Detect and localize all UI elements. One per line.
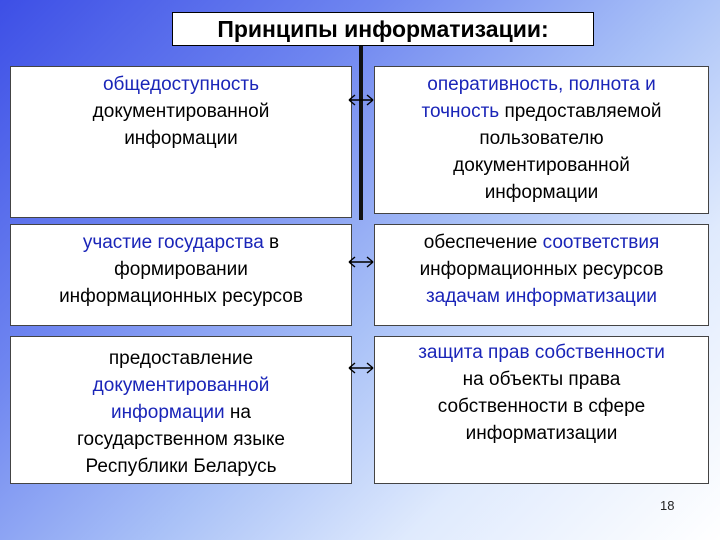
box-text-line — [103, 71, 259, 98]
box-text-line — [427, 71, 655, 98]
plain-text: формировании — [114, 259, 248, 280]
box-text-line — [93, 372, 270, 399]
box-text-line — [438, 393, 645, 420]
plain-text: документированной — [92, 101, 270, 122]
highlighted-text: точность — [421, 101, 500, 122]
box-text-line — [463, 366, 621, 393]
box-text-line — [59, 283, 303, 310]
principle-box-state-participation — [10, 224, 352, 326]
highlighted-text: общедоступность — [102, 74, 260, 95]
box-text-line — [426, 283, 657, 310]
highlighted-text: оперативность, полнота и — [427, 74, 656, 95]
principle-box-accessibility — [10, 66, 352, 218]
box-text-line — [479, 125, 603, 152]
double-arrow-icon — [348, 94, 374, 106]
box-text-line — [86, 453, 277, 480]
double-arrow-icon — [348, 256, 374, 268]
plain-text: Республики Беларусь — [85, 456, 277, 477]
highlighted-text: задачам информатизации — [425, 286, 658, 307]
principle-box-timeliness — [374, 66, 709, 214]
highlighted-text: участие государства — [82, 232, 264, 253]
principle-box-state-language — [10, 336, 352, 484]
plain-text: обеспечение — [423, 232, 543, 253]
principle-box-property-rights — [374, 336, 709, 484]
plain-text: информационных ресурсов — [59, 286, 303, 307]
plain-text: документированной — [453, 155, 630, 176]
plain-text: пользователю — [479, 128, 604, 149]
highlighted-text: информации — [111, 402, 225, 423]
plain-text: предоставляемой — [499, 101, 662, 122]
box-text-line — [111, 399, 251, 426]
double-arrow-icon — [348, 362, 374, 374]
plain-text: информационных ресурсов — [419, 259, 664, 280]
box-text-line — [418, 339, 665, 366]
box-text-line — [124, 125, 238, 152]
plain-text: собственности в сфере — [437, 396, 646, 417]
plain-text: информатизации — [465, 423, 618, 444]
box-text-line — [83, 229, 279, 256]
plain-text: государственном языке — [77, 429, 285, 450]
plain-text: на — [224, 402, 251, 423]
box-text-line — [466, 420, 618, 447]
box-text-line — [421, 98, 661, 125]
box-text-line — [453, 152, 630, 179]
diagram-title: Принципы информатизации: — [172, 12, 594, 46]
box-text-line — [485, 179, 599, 206]
box-text-line — [93, 98, 270, 125]
page-number: 18 — [660, 498, 675, 513]
plain-text: информации — [124, 128, 238, 149]
box-text-line — [114, 256, 248, 283]
highlighted-text: соответствия — [542, 232, 660, 253]
plain-text: на объекты права — [462, 369, 621, 390]
highlighted-text: документированной — [92, 375, 270, 396]
plain-text: информации — [484, 182, 599, 203]
box-text-line — [420, 256, 664, 283]
plain-text: в — [263, 232, 280, 253]
connector-spine — [359, 46, 363, 220]
box-text-line — [109, 345, 253, 372]
principle-box-conformity — [374, 224, 709, 326]
box-text-line — [77, 426, 285, 453]
plain-text: предоставление — [108, 348, 254, 369]
box-text-line — [424, 229, 660, 256]
highlighted-text: защита прав собственности — [418, 342, 665, 363]
